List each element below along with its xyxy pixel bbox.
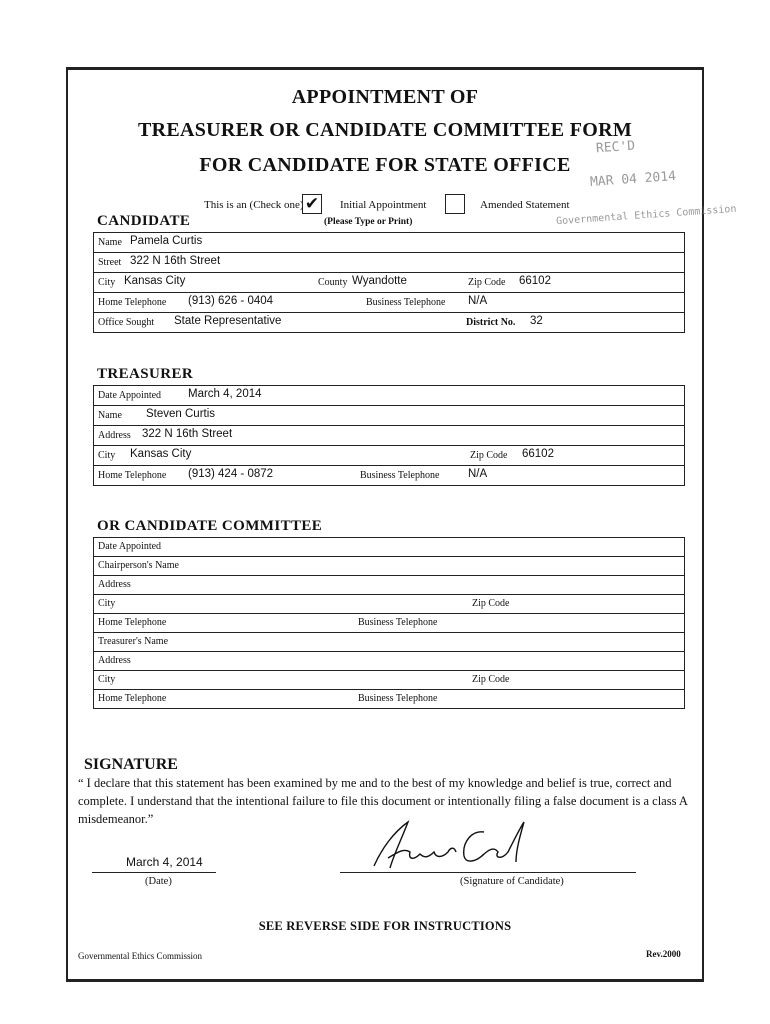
date-line [92,872,216,873]
treasurer-phone-row [93,466,685,486]
treasurer-date-field[interactable]: March 4, 2014 [188,388,262,400]
candidate-heading: CANDIDATE [97,213,191,229]
candidate-bus-tel-label: Business Telephone [366,297,446,308]
instructions-note: SEE REVERSE SIDE FOR INSTRUCTIONS [258,919,512,933]
candidate-name-label: Name [98,237,122,248]
treasurer-city-field[interactable]: Kansas City [130,448,192,460]
treasurer-home-tel-label: Home Telephone [98,470,167,481]
committee-treasurer-name-row[interactable] [93,633,685,652]
candidate-street-label: Street [98,257,122,268]
committee-phone-row[interactable] [93,614,685,633]
committee-address-row[interactable] [93,576,685,595]
committee-zip-label: Zip Code [472,598,510,609]
initial-appointment-label: Initial Appointment [340,199,427,211]
candidate-office-row [93,313,685,333]
candidate-home-tel-label: Home Telephone [98,297,167,308]
check-prompt: This is an (Check one) [204,199,304,211]
committee-address-label: Address [98,579,131,590]
committee-bus-tel2-label: Business Telephone [358,693,438,704]
treasurer-city-row [93,446,685,466]
please-type-note: (Please Type or Print) [324,217,413,227]
received-stamp-agency: Governmental Ethics Commission [555,203,737,228]
treasurer-name-label: Name [98,410,122,421]
treasurer-address-label: Address [98,430,131,441]
committee-city-label: City [98,598,116,609]
candidate-zip-field[interactable]: 66102 [519,275,551,287]
signature-heading: SIGNATURE [84,756,178,773]
signature-line [340,872,636,873]
initial-appointment-checkbox[interactable] [302,194,322,214]
candidate-county-field[interactable]: Wyandotte [352,275,407,287]
candidate-signature-image [364,818,534,874]
revision-label: Rev.2000 [646,949,681,959]
signature-caption: (Signature of Candidate) [460,876,564,887]
candidate-city-field[interactable]: Kansas City [124,275,186,287]
committee-treasurer-name-label: Treasurer's Name [98,636,169,647]
received-stamp-date: MAR 04 2014 [589,169,677,190]
signature-date-field[interactable]: March 4, 2014 [126,855,203,869]
candidate-district-label: District No. [466,317,516,328]
treasurer-home-tel-field[interactable]: (913) 424 - 0872 [188,468,274,480]
committee-address2-row[interactable] [93,652,685,671]
candidate-home-tel-field[interactable]: (913) 626 - 0404 [188,295,274,307]
candidate-office-field[interactable]: State Representative [174,315,282,327]
committee-date-label: Date Appointed [98,541,162,552]
candidate-street-row [93,253,685,273]
treasurer-zip-label: Zip Code [470,450,508,461]
candidate-district-field[interactable]: 32 [530,315,543,327]
treasurer-bus-tel-label: Business Telephone [360,470,440,481]
committee-phone2-row[interactable] [93,690,685,709]
committee-date-row[interactable] [93,538,685,557]
treasurer-bus-tel-field[interactable]: N/A [468,468,488,480]
candidate-zip-label: Zip Code [468,277,506,288]
candidate-name-row [93,233,685,253]
treasurer-name-field[interactable]: Steven Curtis [146,408,216,420]
candidate-street-field[interactable]: 322 N 16th Street [130,255,221,267]
candidate-bus-tel-field[interactable]: N/A [468,295,488,307]
received-stamp-line1: REC'D [595,138,636,157]
treasurer-zip-field[interactable]: 66102 [522,448,554,460]
form-title-line2: TREASURER OR CANDIDATE COMMITTEE FORM [137,119,633,141]
treasurer-address-field[interactable]: 322 N 16th Street [142,428,233,440]
candidate-table [93,232,685,333]
candidate-city-row [93,273,685,293]
committee-city2-row[interactable] [93,671,685,690]
committee-zip2-label: Zip Code [472,674,510,685]
committee-city-row[interactable] [93,595,685,614]
form-title-line3: FOR CANDIDATE FOR STATE OFFICE [199,154,571,176]
candidate-office-label: Office Sought [98,317,155,328]
candidate-phone-row [93,293,685,313]
treasurer-heading: TREASURER [97,366,194,382]
committee-home-tel2-label: Home Telephone [98,693,167,704]
committee-chair-row[interactable] [93,557,685,576]
committee-bus-tel-label: Business Telephone [358,617,438,628]
form-title-line1: APPOINTMENT OF [291,86,479,108]
treasurer-table [93,385,685,486]
treasurer-name-row [93,406,685,426]
candidate-city-label: City [98,277,116,288]
date-caption: (Date) [145,876,172,887]
checkmark-icon: ✔ [304,194,320,214]
committee-table [93,537,685,709]
treasurer-address-row [93,426,685,446]
committee-city2-label: City [98,674,116,685]
candidate-name-field[interactable]: Pamela Curtis [130,235,203,247]
committee-chair-label: Chairperson's Name [98,560,179,571]
amended-statement-label: Amended Statement [480,199,570,211]
amended-statement-checkbox[interactable] [445,194,465,214]
candidate-county-label: County [318,277,348,288]
treasurer-city-label: City [98,450,116,461]
agency-name: Governmental Ethics Commission [78,951,202,961]
treasurer-date-row [93,386,685,406]
committee-home-tel-label: Home Telephone [98,617,167,628]
committee-address2-label: Address [98,655,131,666]
declaration-text: “ I declare that this statement has been examined by me and to the best of my knowledge and belief is true, correct and complete. I understand that the intentional failure to file this document or intentionally filing a false document is a class A misdemeanor.” [78,776,688,826]
treasurer-date-label: Date Appointed [98,390,162,401]
committee-heading: OR CANDIDATE COMMITTEE [97,518,323,534]
